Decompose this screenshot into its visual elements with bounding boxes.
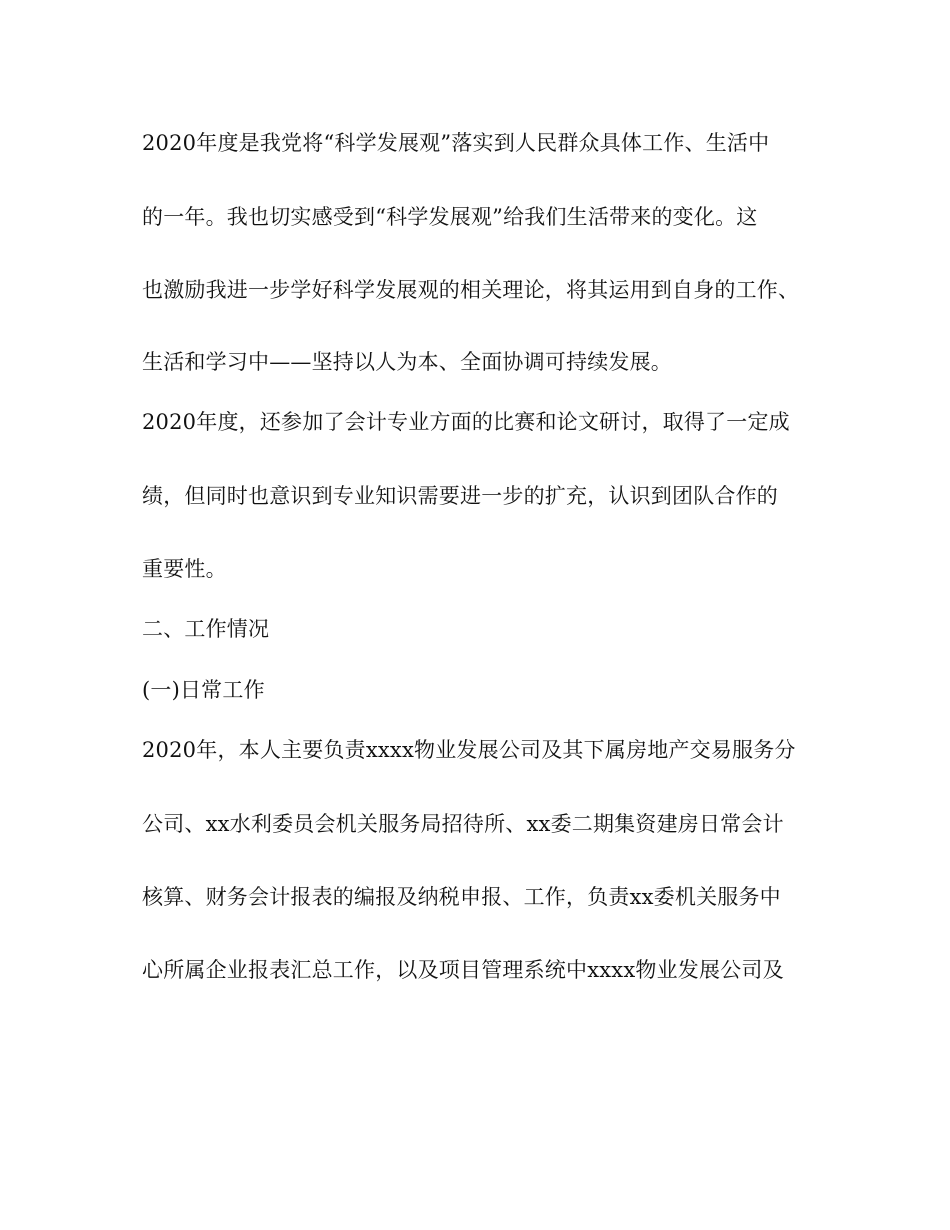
paragraph-line: 也激励我进一步学好科学发展观的相关理论，将其运用到自身的工作、 [142,278,800,302]
paragraph-line: 绩，但同时也意识到专业知识需要进一步的扩充，认识到团队合作的 [142,484,778,508]
paragraph-line: 心所属企业报表汇总工作，以及项目管理系统中xxxx物业发展公司及 [142,958,784,982]
paragraph-line: 2020年度，还参加了会计专业方面的比赛和论文研讨，取得了一定成 [142,410,790,434]
paragraph-line: 的一年。我也切实感受到“科学发展观”给我们生活带来的变化。这 [142,205,758,229]
paragraph-line: 生活和学习中——坚持以人为本、全面协调可持续发展。 [142,350,672,374]
paragraph-line: 核算、财务会计报表的编报及纳税申报、工作，负责xx委机关服务中 [142,885,781,909]
subsection-heading: (一)日常工作 [142,678,265,702]
paragraph-line: 2020年，本人主要负责xxxx物业发展公司及其下属房地产交易服务分 [142,738,796,762]
paragraph-line: 公司、xx水利委员会机关服务局招待所、xx委二期集资建房日常会计 [142,812,784,836]
paragraph-line: 重要性。 [142,557,227,581]
paragraph-line: 2020年度是我党将“科学发展观”落实到人民群众具体工作、生活中 [142,131,770,155]
section-heading: 二、工作情况 [142,617,270,641]
